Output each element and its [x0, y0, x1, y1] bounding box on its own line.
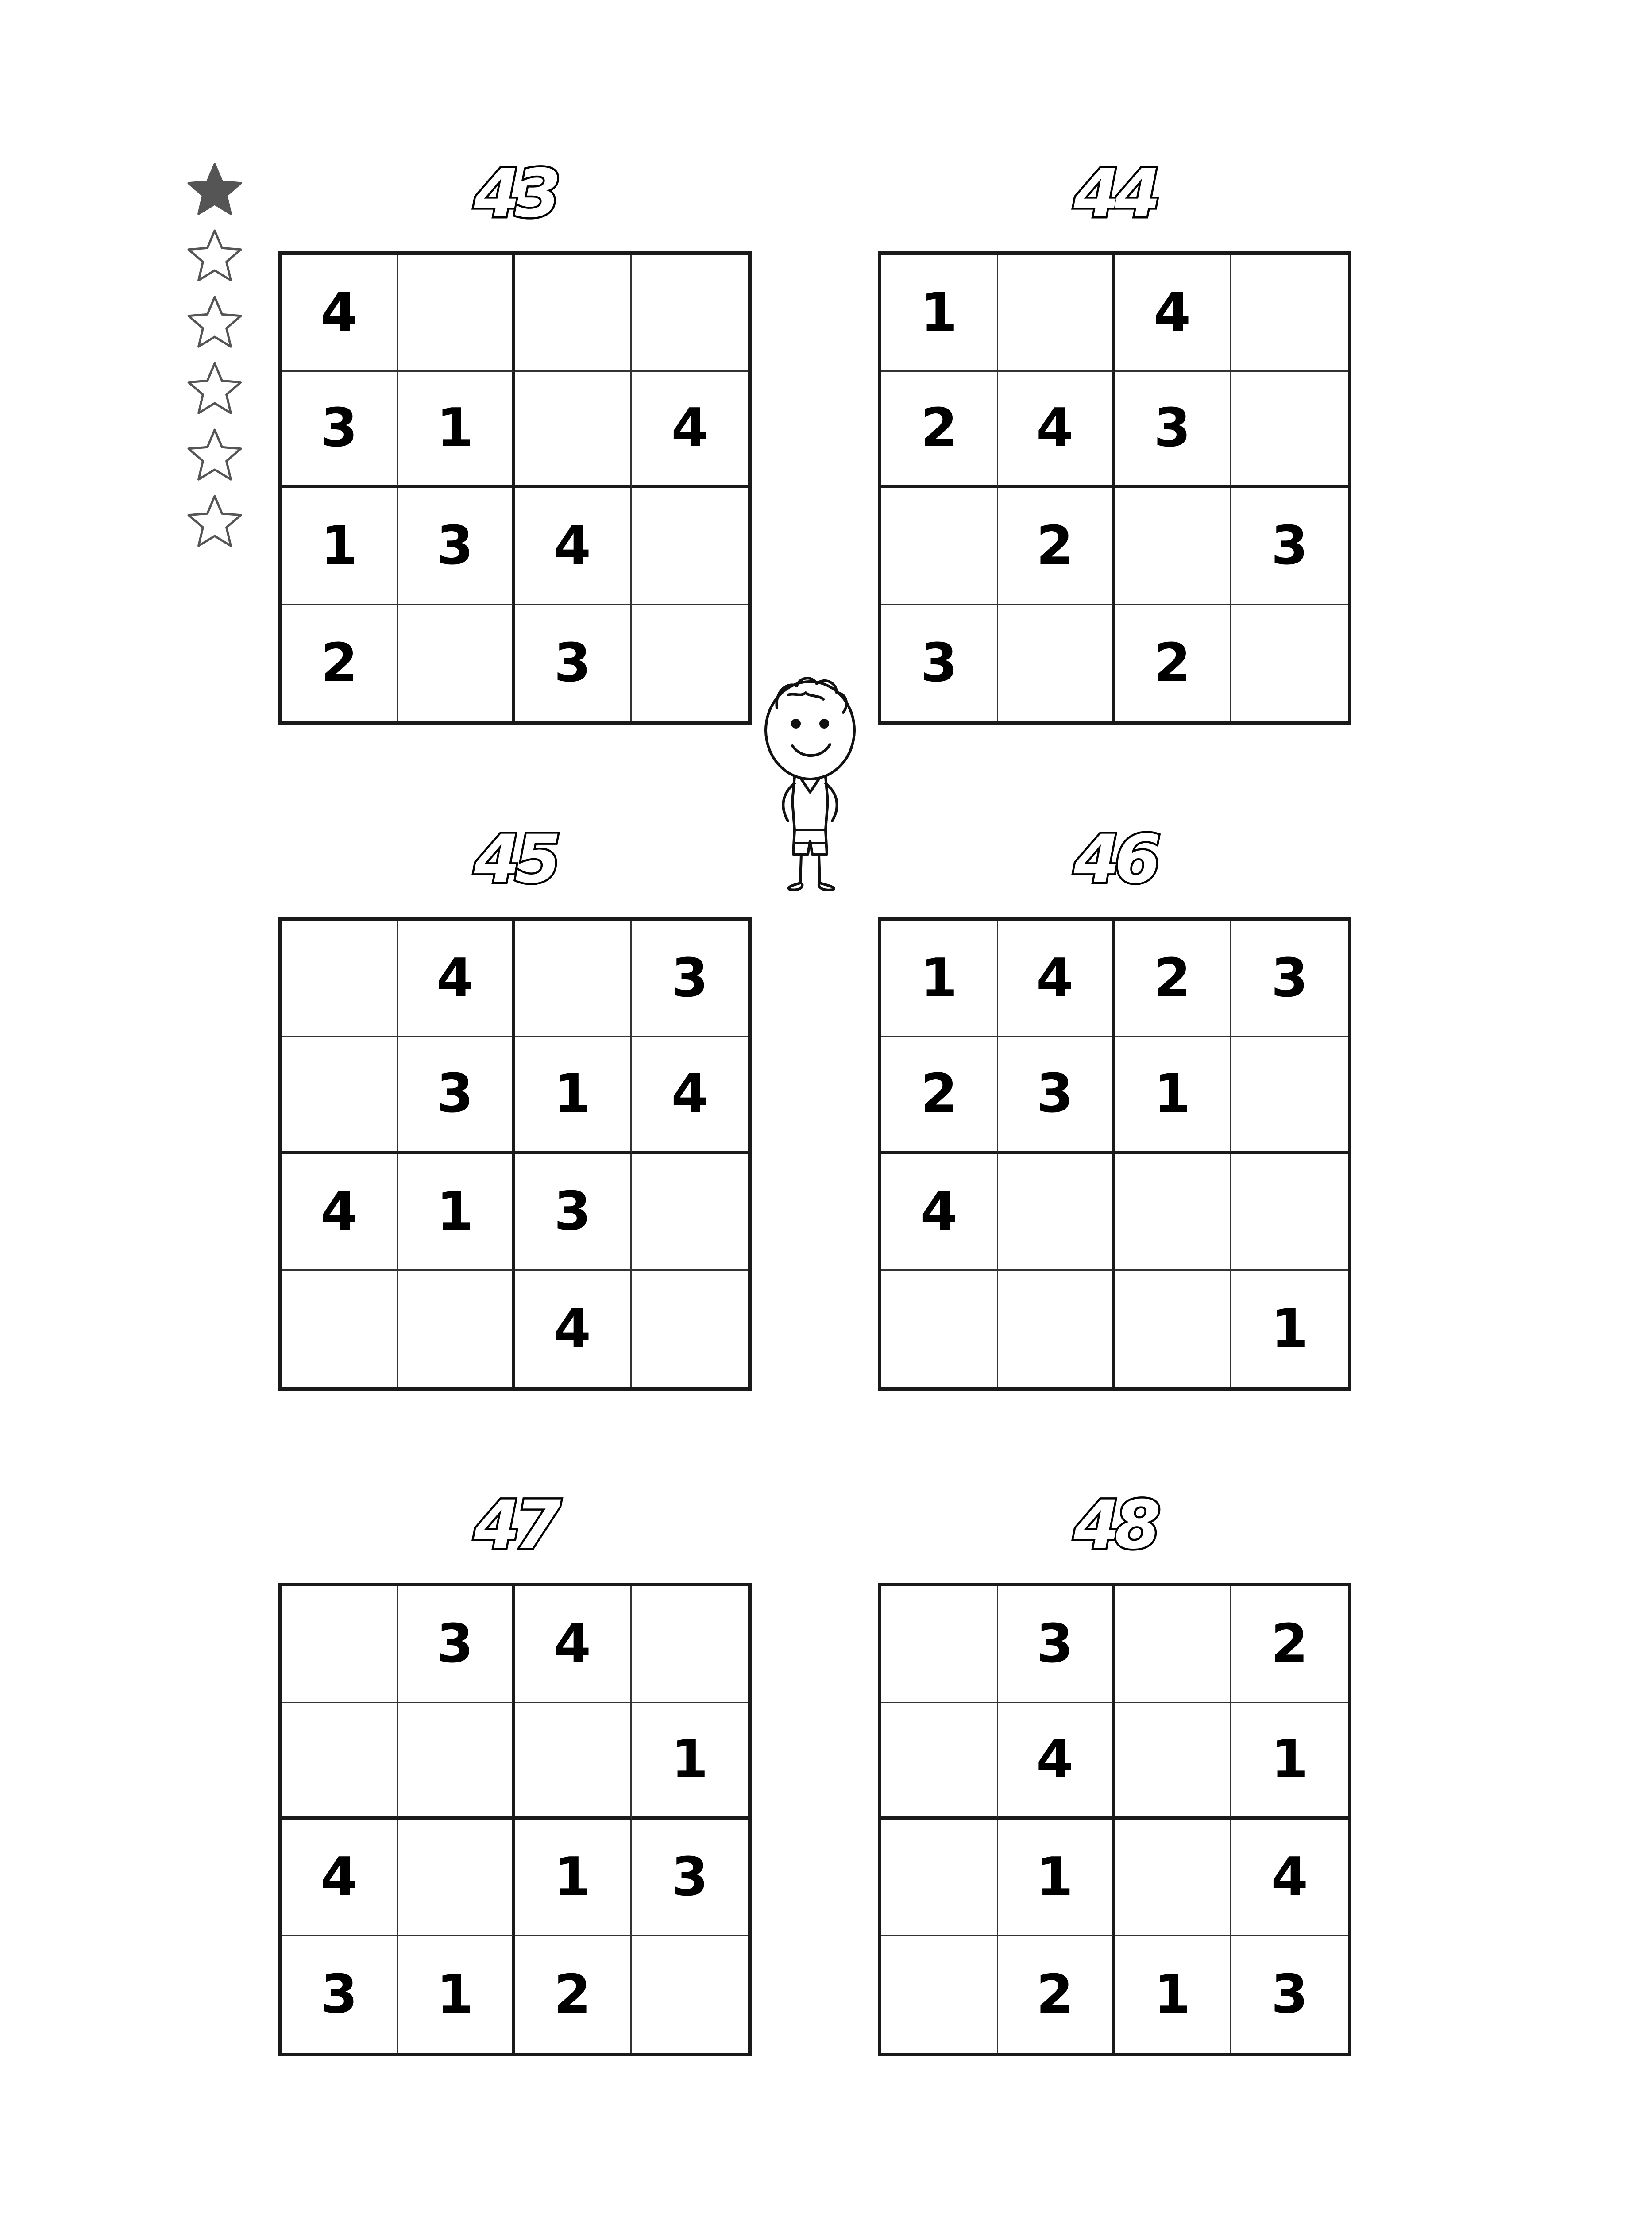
puzzle-number: 46 — [1073, 821, 1156, 898]
sudoku-grid — [278, 251, 752, 725]
given-digit-cell: 1 — [1231, 1703, 1348, 1820]
given-digit-cell: 2 — [998, 488, 1115, 605]
given-digit-cell: 4 — [515, 1586, 632, 1703]
given-digit-cell: 1 — [398, 1936, 515, 2053]
empty-cell[interactable] — [282, 1703, 398, 1820]
empty-cell[interactable] — [632, 1271, 749, 1388]
star-filled-icon — [181, 157, 248, 224]
star-empty-icon — [181, 489, 248, 555]
given-digit-cell: 4 — [632, 372, 749, 489]
empty-cell[interactable] — [1115, 1154, 1231, 1271]
star-empty-icon — [181, 224, 248, 290]
empty-cell[interactable] — [632, 255, 749, 372]
given-digit-cell: 1 — [881, 255, 998, 372]
given-digit-cell: 3 — [515, 1154, 632, 1271]
empty-cell[interactable] — [881, 1271, 998, 1388]
difficulty-rating — [181, 157, 252, 555]
given-digit-cell: 2 — [282, 605, 398, 722]
empty-cell[interactable] — [1115, 1820, 1231, 1936]
given-digit-cell: 1 — [398, 372, 515, 489]
empty-cell[interactable] — [398, 1820, 515, 1936]
sudoku-grid — [878, 1583, 1351, 2056]
star-empty-icon — [181, 423, 248, 489]
empty-cell[interactable] — [398, 1271, 515, 1388]
empty-cell[interactable] — [998, 1154, 1115, 1271]
given-digit-cell: 2 — [1231, 1586, 1348, 1703]
given-digit-cell: 2 — [881, 372, 998, 489]
given-digit-cell: 3 — [1271, 1963, 1308, 2025]
sudoku-grid — [878, 251, 1351, 725]
empty-cell[interactable] — [398, 255, 515, 372]
given-digit-cell: 4 — [282, 255, 398, 372]
given-digit-cell: 3 — [1115, 372, 1231, 489]
given-digit-cell: 4 — [282, 1154, 398, 1271]
puzzle-number: 44 — [1073, 155, 1156, 232]
given-digit-cell: 1 — [998, 1820, 1115, 1936]
empty-cell[interactable] — [1115, 1271, 1231, 1388]
given-digit-cell: 4 — [1231, 1820, 1348, 1936]
given-digit-cell: 1 — [515, 1820, 632, 1936]
given-digit-cell: 3 — [398, 1586, 515, 1703]
given-digit-cell: 3 — [1231, 488, 1348, 605]
puzzle-number: 43 — [474, 155, 556, 232]
given-digit-cell: 2 — [515, 1936, 632, 2053]
empty-cell[interactable] — [881, 1820, 998, 1936]
sudoku-grid — [278, 1583, 752, 2056]
empty-cell[interactable] — [881, 488, 998, 605]
puzzle-number: 47 — [474, 1487, 556, 1564]
empty-cell[interactable] — [1231, 372, 1348, 489]
empty-cell[interactable] — [1231, 1037, 1348, 1154]
empty-cell[interactable] — [398, 605, 515, 722]
sudoku-grid — [278, 917, 752, 1391]
given-digit-cell: 3 — [632, 1820, 749, 1936]
empty-cell[interactable] — [398, 1703, 515, 1820]
stick-figure-boy-illustration — [753, 668, 868, 898]
given-digit-cell: 1 — [632, 1703, 749, 1820]
empty-cell[interactable] — [282, 1586, 398, 1703]
star-empty-icon — [181, 356, 248, 423]
given-digit-cell: 3 — [1231, 921, 1348, 1037]
given-digit-cell: 4 — [398, 921, 515, 1037]
given-digit-cell: 3 — [515, 605, 632, 722]
empty-cell[interactable] — [998, 1271, 1115, 1388]
given-digit-cell: 3 — [282, 1936, 398, 2053]
empty-cell[interactable] — [998, 255, 1115, 372]
puzzle-number: 48 — [1073, 1487, 1156, 1564]
given-digit-cell: 1 — [1271, 1298, 1308, 1360]
given-digit-cell: 2 — [1115, 605, 1231, 722]
empty-cell[interactable] — [282, 921, 398, 1037]
given-digit-cell: 4 — [515, 1271, 632, 1388]
given-digit-cell: 4 — [282, 1820, 398, 1936]
empty-cell[interactable] — [282, 1037, 398, 1154]
empty-cell[interactable] — [881, 1703, 998, 1820]
given-digit-cell: 4 — [632, 1037, 749, 1154]
empty-cell[interactable] — [1115, 488, 1231, 605]
star-empty-icon — [181, 290, 248, 356]
empty-cell[interactable] — [881, 1586, 998, 1703]
given-digit-cell: 1 — [881, 921, 998, 1037]
empty-cell[interactable] — [515, 1703, 632, 1820]
empty-cell[interactable] — [998, 605, 1115, 722]
given-digit-cell: 1 — [282, 488, 398, 605]
empty-cell[interactable] — [282, 1271, 398, 1388]
empty-cell[interactable] — [632, 1936, 749, 2053]
empty-cell[interactable] — [881, 1936, 998, 2053]
empty-cell[interactable] — [1231, 1154, 1348, 1271]
given-digit-cell: 1 — [398, 1154, 515, 1271]
empty-cell[interactable] — [1115, 1703, 1231, 1820]
given-digit-cell: 4 — [998, 921, 1115, 1037]
empty-cell[interactable] — [515, 921, 632, 1037]
empty-cell[interactable] — [1115, 1586, 1231, 1703]
empty-cell[interactable] — [515, 255, 632, 372]
given-digit-cell: 3 — [998, 1037, 1115, 1154]
puzzle-number: 45 — [474, 821, 556, 898]
empty-cell[interactable] — [632, 488, 749, 605]
given-digit-cell: 3 — [632, 921, 749, 1037]
empty-cell[interactable] — [632, 1586, 749, 1703]
given-digit-cell: 3 — [282, 372, 398, 489]
given-digit-cell: 2 — [881, 1037, 998, 1154]
given-digit-cell: 4 — [998, 1703, 1115, 1820]
given-digit-cell: 4 — [881, 1154, 998, 1271]
empty-cell[interactable] — [1231, 605, 1348, 722]
empty-cell[interactable] — [632, 1154, 749, 1271]
given-digit-cell: 4 — [515, 488, 632, 605]
given-digit-cell: 2 — [998, 1936, 1115, 2053]
given-digit-cell: 4 — [1115, 255, 1231, 372]
given-digit-cell: 3 — [398, 488, 515, 605]
empty-cell[interactable] — [515, 372, 632, 489]
given-digit-cell: 1 — [515, 1037, 632, 1154]
given-digit-cell: 1 — [1115, 1037, 1231, 1154]
given-digit-cell: 4 — [998, 372, 1115, 489]
given-digit-cell: 1 — [1115, 1936, 1231, 2053]
sudoku-grid — [878, 917, 1351, 1391]
given-digit-cell: 3 — [398, 1037, 515, 1154]
given-digit-cell: 3 — [881, 605, 998, 722]
empty-cell[interactable] — [632, 605, 749, 722]
empty-cell[interactable] — [1231, 255, 1348, 372]
given-digit-cell: 2 — [1115, 921, 1231, 1037]
given-digit-cell: 3 — [998, 1586, 1115, 1703]
